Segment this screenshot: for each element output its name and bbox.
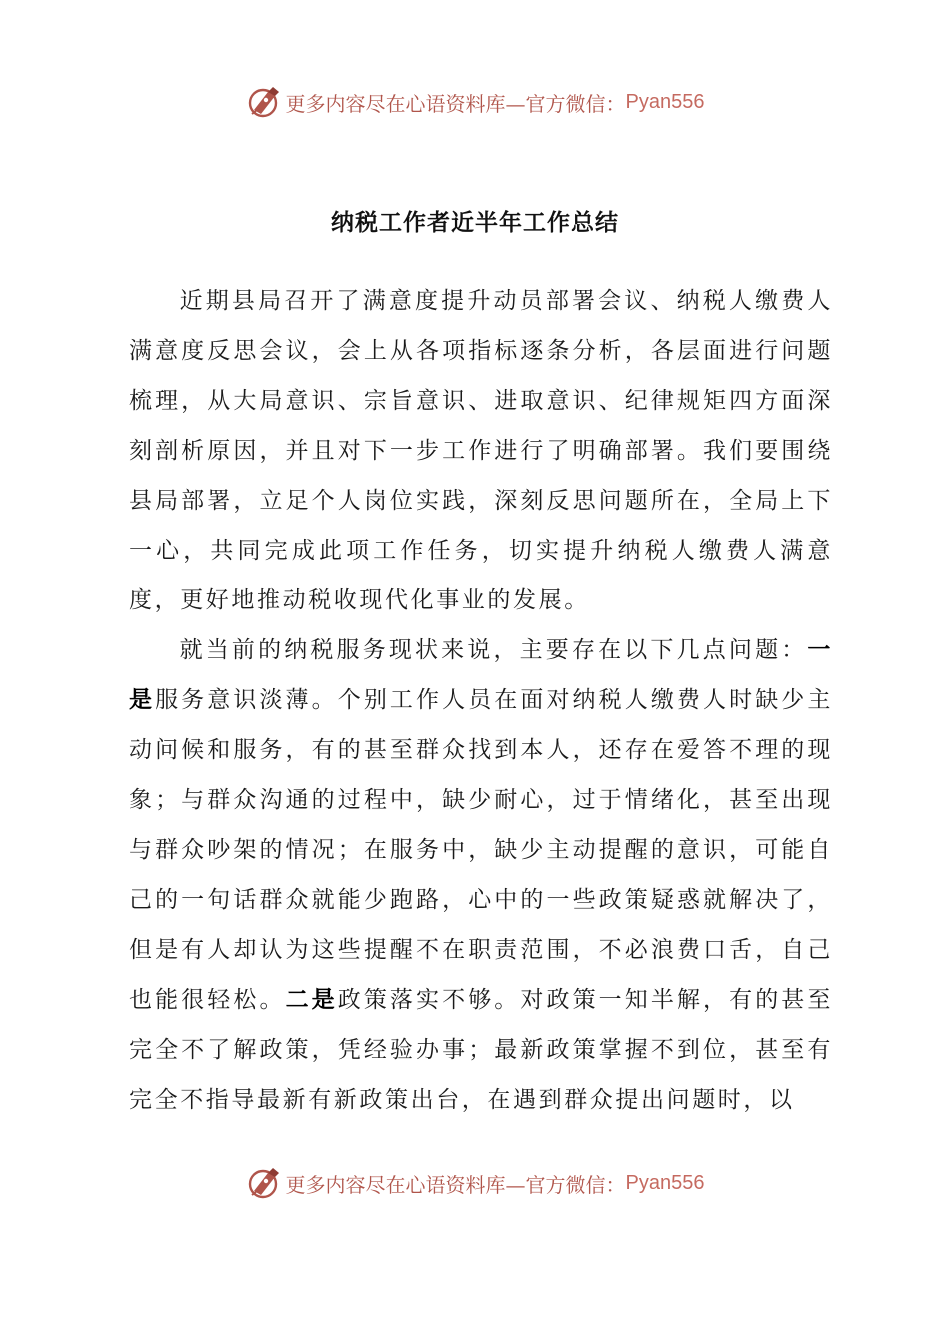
document-title: 纳税工作者近半年工作总结 xyxy=(331,210,619,236)
document-body xyxy=(129,277,833,1125)
paragraph-2 xyxy=(129,626,833,1125)
footer-watermark-banner xyxy=(0,1163,950,1203)
point-1-label: 一是 xyxy=(129,637,833,714)
banner-wechat-label: 官方微信： xyxy=(525,91,626,116)
banner-promo-text: 更多内容尽在心语资料库— xyxy=(285,91,526,116)
header-watermark-banner xyxy=(0,82,950,122)
paragraph-1: 近期县局召开了满意度提升动员部署会议、纳税人缴费人满意度反思会议，会上从各项指标逐条分析，各层面进行问题梳理，从大局意识、宗旨意识、进取意识、纪律规矩四方面深刻剖析原因，并且对下一步工作进行了明确部署。我们要围绕县局部署，立足个人岗位实践，深刻反思问题所在，全局上下一心，共同完成此项工作任务，切实提升纳税人缴费人满意度，更好地推动税收现代化事业的发展。 xyxy=(129,288,833,614)
banner-wechat-id: Pyan556 xyxy=(625,90,705,113)
banner-promo-text: 更多内容尽在心语资料库— xyxy=(285,1172,526,1197)
point-1-text: 服务意识淡薄。个别工作人员在面对纳税人缴费人时缺少主动问候和服务，有的甚至群众找到本人，还存在爱答不理的现象；与群众沟通的过程中，缺少耐心，过于情绪化，甚至出现与群众吵架的情况；在服务中，缺少主动提醒的意识，可能自己的一句话群众就能少跑路，心中的一些政策疑惑就解决了，但是有人却认为这些提醒不在职责范围，不必浪费口舌，自己也能很轻松。 xyxy=(129,687,833,1013)
pen-nib-logo-icon xyxy=(246,84,282,120)
banner-wechat-label: 官方微信： xyxy=(525,1172,626,1197)
pen-nib-logo-icon xyxy=(246,1165,282,1201)
point-2-text: 政策落实不够。对政策一知半解，有的甚至完全不了解政策，凭经验办事；最新政策掌握不到位，甚至有完全不指导最新有新政策出台，在遇到群众提出问题时，以 xyxy=(129,986,833,1113)
point-2-label: 二是 xyxy=(285,986,338,1013)
paragraph-2-intro: 就当前的纳税服务现状来说，主要存在以下几点问题： xyxy=(179,637,808,664)
banner-wechat-id: Pyan556 xyxy=(625,1171,705,1194)
